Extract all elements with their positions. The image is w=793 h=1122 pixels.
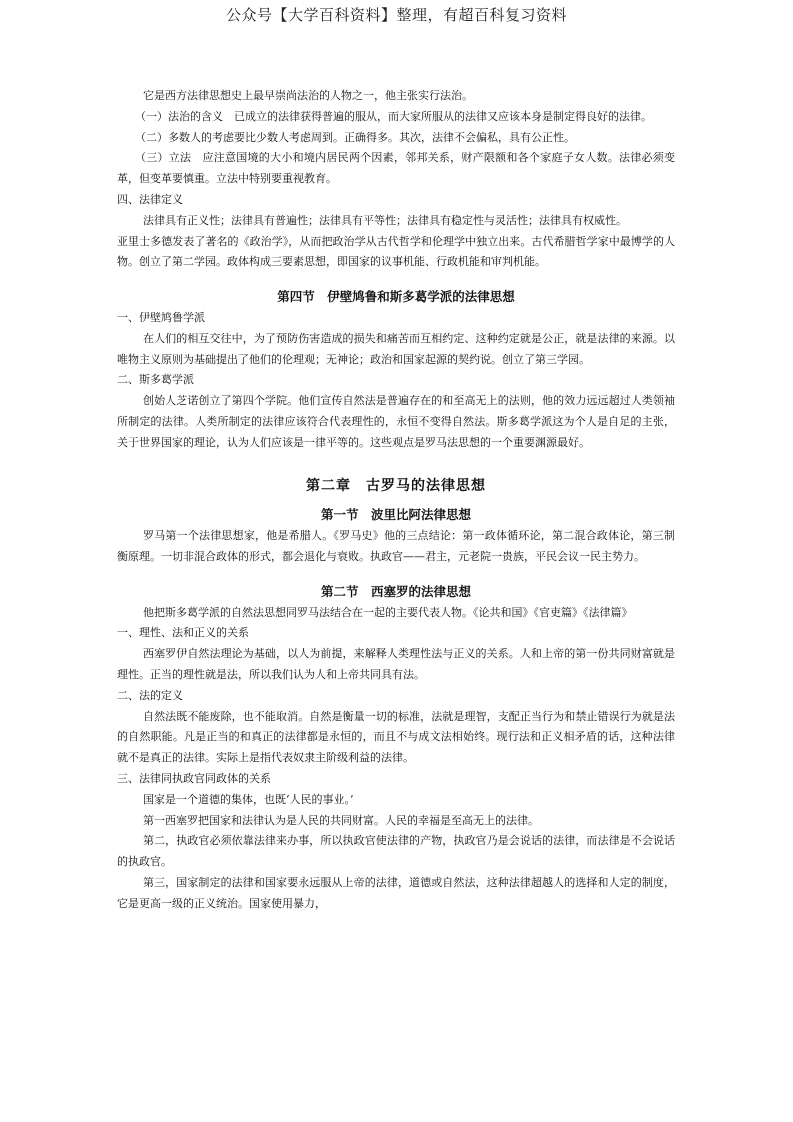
- paragraph: 国家是一个道德的集体，也既‘人民的事业。’: [143, 792, 354, 806]
- subheading: 一、伊壁鸠鲁学派: [117, 310, 205, 324]
- subheading: 一、理性、法和正义的关系: [117, 626, 249, 640]
- paragraph: 第二，执政官必须依靠法律来办事，所以执政官使法律的产物，执政官乃是会说话的法律，而法律是不会说话的执政官。: [117, 834, 675, 869]
- section-title: 第一节 波里比阿法律思想: [320, 507, 471, 523]
- page-header: 公众号【大学百科资料】整理，有超百科复习资料: [225, 6, 567, 24]
- section-title: 第四节 伊壁鸠鲁和斯多葛学派的法律思想: [277, 289, 515, 305]
- subheading: 四、法律定义: [117, 192, 183, 206]
- chapter-title: 第二章 古罗马的法律思想: [306, 477, 486, 494]
- paragraph: 创始人芝诺创立了第四个学院。他们宣传自然法是普遍存在的和至高无上的法则，他的效力远远超过人类领袖所制定的法律。人类所制定的法律应该符合代表理性的，永恒不变得自然法。斯多葛学派这为个人是自足的主张，关于世界国家的理论，认为人们应该是一律平等的。这些观点是罗马法思想的一个重要渊源最好。: [117, 394, 675, 449]
- subheading: 三、法律同执政官同政体的关系: [117, 771, 271, 785]
- section-title: 第二节 西塞罗的法律思想: [320, 583, 471, 599]
- paragraph: （一）法治的含义 已成立的法律获得普遍的服从，而大家所服从的法律又应该本身是制定得良好的法律。: [135, 109, 652, 123]
- paragraph: 他把斯多葛学派的自然法思想同罗马法结合在一起的主要代表人物。《论共和国》《官吏篇》《法律篇》: [143, 605, 633, 619]
- paragraph: 第三，国家制定的法律和国家要永远服从上帝的法律，道德或自然法，这种法律超越人的选择和人定的制度，它是更高一级的正义统治。国家使用暴力，: [117, 875, 675, 910]
- document-body: [117, 86, 675, 914]
- paragraph: 西塞罗伊自然法理论为基础，以人为前提，来解释人类理性法与正义的关系。人和上帝的第一份共同财富就是理性。正当的理性就是法，所以我们认为人和上帝共同具有法。: [117, 647, 675, 681]
- paragraph: 它是西方法律思想史上最早崇尚法治的人物之一，他主张实行法治。: [143, 89, 473, 102]
- paragraph: 第一西塞罗把国家和法律认为是人民的共同财富。人民的幸福是至高无上的法律。: [143, 813, 539, 827]
- paragraph: 在人们的相互交往中，为了预防伤害造成的损失和痛苦而互相约定、这种约定就是公正，就是法律的来源。以唯物主义原则为基础提出了他们的伦理观；无神论；政治和国家起源的契约说。创立了第三学园。: [117, 331, 675, 366]
- paragraph: 法律具有正义性；法律具有普遍性；法律具有平等性；法律具有稳定性与灵活性；法律具有权威性。: [143, 213, 627, 227]
- paragraph: 亚里士多德发表了著名的《政治学》，从而把政治学从古代哲学和伦理学中独立出来。古代希腊哲学家中最博学的人物。创立了第二学园。政体构成三要素思想，即国家的议事机能、行政机能和审判机能。: [117, 234, 675, 269]
- subheading: 二、斯多葛学派: [117, 373, 194, 387]
- paragraph: 罗马第一个法律思想家，他是希腊人。《罗马史》他的三点结论：第一政体循环论，第二混合政体论，第三制衡原理。一切非混合政体的形式，都会退化与衰败。执政官——君主，元老院一贵族，平民会议一民主势力。: [117, 529, 675, 563]
- paragraph: （二）多数人的考虑要比少数人考虑周到。正确得多。其次，法律不会偏私，具有公正性。: [135, 130, 575, 144]
- paragraph: 自然法既不能废除，也不能取消。自然是衡量一切的标准，法就是理智，支配正当行为和禁止错误行为就是法的自然职能。凡是正当的和真正的法律都是永恒的，而且不与成文法相始终。现行法和正义相矛盾的话，这种法律就不是真正的法律。实际上是指代表奴隶主阶级利益的法律。: [117, 709, 675, 765]
- subheading: 二、法的定义: [117, 688, 183, 702]
- paragraph: （三）立法 应注意国境的大小和境内居民两个因素，邻邦关系，财产限额和各个家庭子女人数。法律必须变革，但变革要慎重。立法中特别要重视教育。: [117, 151, 675, 186]
